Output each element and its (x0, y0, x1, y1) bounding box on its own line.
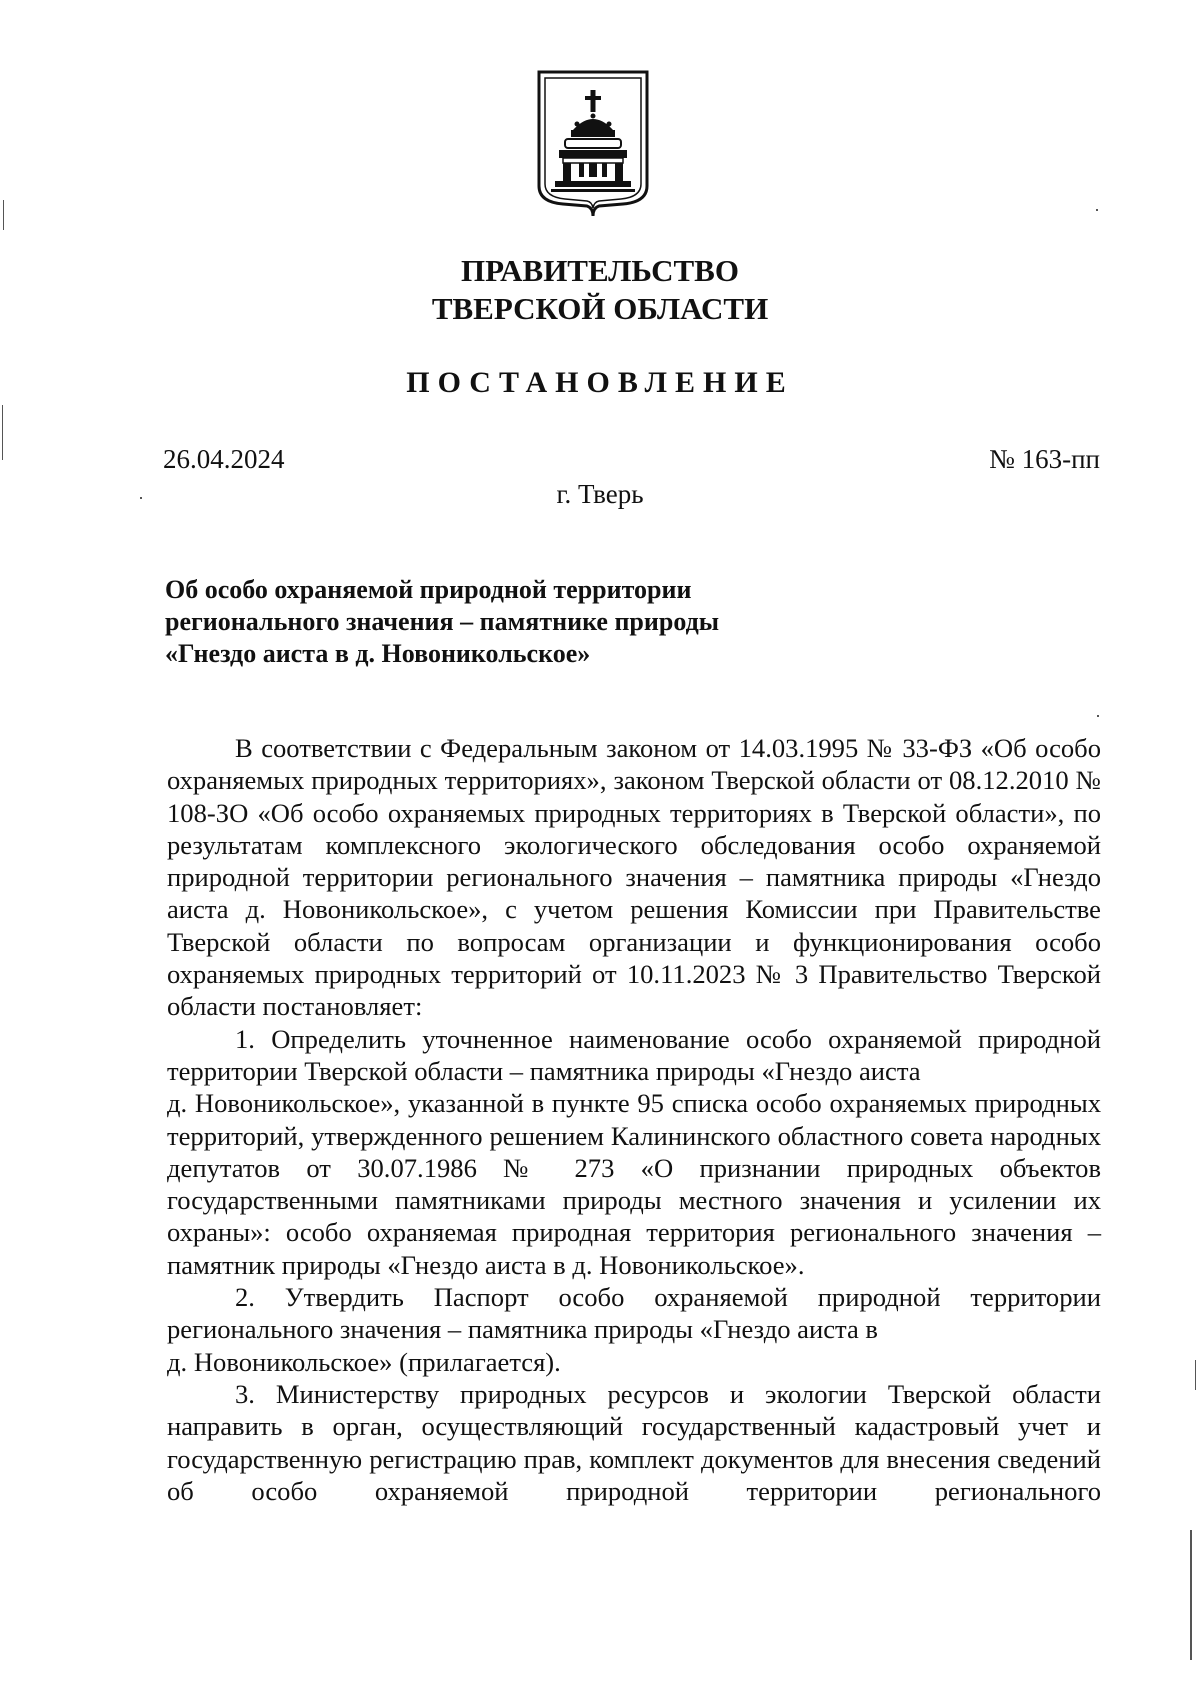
item-1-paragraph: 1. Определить уточненное наименование особо охраняемой природной территории Тверской области – памятника природы «Гнездо аиста д. Новоникольское», указанной в пункте 95 списка особо охраняемых природных территорий, утвержденного решением Калининского областного совета народных депутатов от 30.07.1986 № 273 «О признании природных объектов государственными памятниками природы местного значения и усилении их охраны»: особо охраняемая природная территория регионального значения – памятник природы «Гнездо аиста в д. Новоникольское». (167, 1023, 1101, 1280)
decree-body (167, 732, 1101, 1507)
government-line-2: ТВЕРСКОЙ ОБЛАСТИ (431, 291, 769, 326)
decree-city: г. Тверь (556, 479, 644, 509)
item-3-paragraph: 3. Министерству природных ресурсов и экологии Тверской области направить в орган, осуществляющий государственный кадастровый учет и государственную регистрацию прав, комплект документов для внесения сведений об особо охраняемой природной территории регионального (167, 1378, 1101, 1506)
scan-mark (1097, 715, 1099, 717)
government-name (0, 252, 1200, 328)
subject-line: регионального значения – памятнике природы (165, 607, 720, 636)
scan-mark (140, 497, 142, 499)
decree-title: ПОСТАНОВЛЕНИЕ (406, 366, 794, 399)
decree-date: 26.04.2024 (163, 444, 285, 474)
decree-subject (165, 574, 865, 670)
scan-mark (2, 405, 3, 460)
scan-mark (1195, 1360, 1196, 1390)
preamble-paragraph: В соответствии с Федеральным законом от 14.03.1995 № 33-ФЗ «Об особо охраняемых природных территориях», законом Тверской области от 08.12.2010 № 108-ЗО «Об особо охраняемых природных территориях в Тверской области», по результатам комплексного экологического обследования особо охраняемой природной территории регионального значения – памятника природы «Гнездо аиста д. Новоникольское», с учетом решения Комиссии при Правительстве Тверской области по вопросам организации и функционирования особо охраняемых природных территорий от 10.11.2023 № 3 Правительство Тверской области постановляет: (167, 733, 1101, 1022)
scan-mark (1096, 209, 1098, 211)
subject-line: «Гнездо аиста в д. Новоникольское» (165, 639, 591, 668)
scan-mark (3, 200, 4, 230)
coat-of-arms-emblem (533, 68, 653, 220)
scan-mark (1190, 1530, 1192, 1660)
item-2-paragraph: 2. Утвердить Паспорт особо охраняемой природной территории регионального значения – памятника природы «Гнездо аиста в д. Новоникольское» (прилагается). (167, 1282, 1101, 1377)
government-line-1: ПРАВИТЕЛЬСТВО (461, 253, 739, 288)
subject-line: Об особо охраняемой природной территории (165, 575, 692, 604)
decree-number: № 163-пп (989, 444, 1100, 474)
